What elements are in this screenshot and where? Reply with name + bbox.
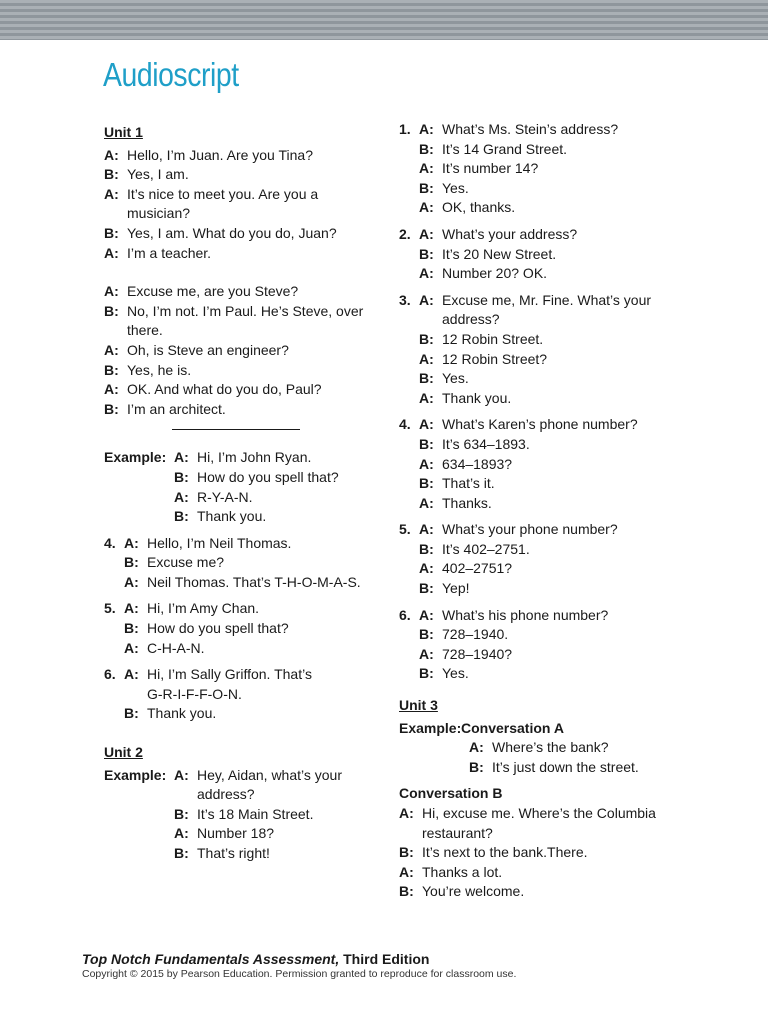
dialog-text: Number 18? (197, 825, 275, 842)
header-band (0, 0, 768, 40)
left-column (104, 120, 384, 871)
dialog-text: Yep! (442, 580, 470, 597)
dialog-text: It’s next to the bank.There. (422, 844, 588, 861)
dialog-text: Excuse me? (147, 554, 225, 571)
dialog-line (419, 645, 699, 665)
example-dialog-lines (174, 448, 384, 526)
speaker-label: A: (104, 146, 119, 163)
dialog-line (419, 198, 699, 218)
dialog-line (419, 474, 699, 494)
dialog-text: Thanks. (442, 494, 492, 511)
dialog-line (124, 573, 384, 593)
speaker-label: A: (174, 766, 189, 783)
numbered-items (399, 120, 699, 684)
dialog-line (104, 400, 384, 420)
dialog-text: Yes, I am. (127, 166, 189, 183)
dialog-text: What’s Ms. Stein’s address? (442, 121, 619, 137)
dialog-line (104, 224, 384, 244)
unit-2-heading: Unit 2 (104, 744, 143, 761)
footer-title-rest: Third Edition (339, 951, 430, 967)
item-row (399, 415, 699, 513)
dialog-text: Hi, I’m Sally Griffon. That’s (147, 666, 312, 683)
dialog-line (174, 488, 384, 508)
dialog-line (174, 844, 384, 864)
dialog (399, 804, 699, 902)
item-lines (419, 520, 699, 598)
speaker-label: A: (419, 121, 434, 137)
speaker-label: B: (124, 705, 139, 722)
page-title: Audioscript (103, 56, 239, 93)
speaker-label: B: (174, 508, 189, 525)
dialog-line (419, 606, 699, 626)
speaker-label: A: (104, 283, 119, 300)
speaker-label: A: (104, 244, 119, 261)
dialog (399, 738, 699, 777)
item-number: 4. (399, 416, 411, 433)
speaker-label: A: (419, 291, 434, 308)
speaker-label: A: (104, 341, 119, 358)
speaker-label: A: (124, 573, 139, 590)
dialog-line (419, 664, 699, 684)
dialog-text: Hey, Aidan, what’s your (197, 766, 343, 783)
dialog-text: It’s 634–1893. (442, 435, 530, 452)
dialog-line (419, 520, 699, 540)
dialog-line (419, 245, 699, 265)
footer-title-italic: Top Notch Fundamentals Assessment, (82, 951, 340, 967)
item-lines (124, 534, 384, 593)
dialog-line (419, 455, 699, 475)
example-label: Example: (104, 449, 167, 466)
speaker-label: A: (399, 863, 414, 880)
numbered-item (399, 520, 699, 598)
dialog-text: Hi, excuse me. Where’s the Columbia (422, 805, 656, 821)
dialog-text: C-H-A-N. (147, 639, 205, 656)
unit-3-heading: Unit 3 (399, 697, 438, 714)
item-number: 3. (399, 291, 411, 308)
numbered-item (399, 606, 699, 684)
dialog-text: Hello, I’m Juan. Are you Tina? (127, 146, 313, 163)
item-row (399, 520, 699, 598)
dialog-text: OK, thanks. (442, 199, 516, 216)
dialog-text: Thanks a lot. (422, 863, 503, 880)
dialog-line (419, 494, 699, 514)
item-row (399, 225, 699, 284)
speaker-label: A: (104, 185, 119, 202)
dialog-line (124, 599, 384, 619)
item-number: 6. (104, 666, 116, 683)
dialog-text: It’s 402–2751. (442, 540, 530, 557)
right-column (399, 120, 699, 909)
dialog-text: You’re welcome. (422, 883, 525, 900)
speaker-label: B: (399, 883, 414, 900)
dialog-text-continued: address? (442, 311, 500, 328)
dialog-text: It’s number 14? (442, 160, 539, 177)
speaker-label: B: (174, 805, 189, 822)
example-dialog (399, 719, 699, 778)
speaker-label: A: (174, 488, 189, 505)
item-lines (419, 606, 699, 684)
dialog-text: 634–1893? (442, 455, 513, 472)
speaker-label: A: (174, 449, 189, 466)
dialog-line (124, 665, 384, 685)
footer-title (82, 951, 516, 967)
speaker-label: B: (419, 540, 434, 557)
speaker-label: B: (419, 626, 434, 643)
dialog-line (104, 185, 384, 205)
example-dialog-lines (174, 766, 384, 864)
dialog-line (124, 639, 384, 659)
dialog-text: Neil Thomas. That’s T-H-O-M-A-S. (147, 573, 361, 590)
speaker-label: B: (174, 468, 189, 485)
speaker-label: B: (419, 665, 434, 682)
speaker-label: B: (104, 400, 119, 417)
numbered-item (399, 291, 699, 409)
numbered-item (104, 665, 384, 724)
dialog-line (419, 291, 699, 311)
dialog-text: Excuse me, are you Steve? (127, 283, 299, 300)
item-row (104, 534, 384, 593)
speaker-label: B: (104, 361, 119, 378)
dialog-text: How do you spell that? (197, 468, 339, 485)
item-number: 2. (399, 225, 411, 242)
dialog-text: It’s 18 Main Street. (197, 805, 314, 822)
dialog-line (174, 507, 384, 527)
dialog-line (104, 380, 384, 400)
dialog-line (399, 863, 699, 883)
dialog-text: It’s 14 Grand Street. (442, 140, 568, 157)
speaker-label: B: (419, 330, 434, 347)
item-lines (124, 665, 384, 724)
dialog-line (419, 369, 699, 389)
dialog-text: Thank you. (147, 705, 217, 722)
item-number: 5. (104, 600, 116, 617)
item-row (104, 665, 384, 724)
example-dialog (104, 448, 384, 526)
dialog-text: Excuse me, Mr. Fine. What’s your (442, 291, 652, 308)
dialog-text-continued: musician? (127, 205, 191, 222)
speaker-label: A: (419, 160, 434, 177)
speaker-label: A: (419, 560, 434, 577)
speaker-label: B: (124, 620, 139, 637)
dialog-line (124, 534, 384, 554)
dialog-text-continued: G-R-I-F-F-O-N. (147, 685, 242, 702)
speaker-label: A: (124, 639, 139, 656)
dialog-text: Hello, I’m Neil Thomas. (147, 534, 292, 551)
speaker-label: A: (419, 416, 434, 433)
dialog-text: That’s right! (197, 845, 270, 861)
item-row (104, 599, 384, 658)
dialog-line (104, 146, 384, 166)
speaker-label: A: (399, 805, 414, 821)
dialog-text-continued: restaurant? (422, 824, 493, 841)
example-block (104, 766, 384, 864)
dialog-text: It’s nice to meet you. Are you a (127, 185, 319, 202)
item-number: 5. (399, 521, 411, 538)
dialog-line (174, 824, 384, 844)
dialog-text: Number 20? OK. (442, 265, 548, 282)
footer-copyright: Copyright © 2015 by Pearson Education. Permission granted to reproduce for classroom use. (82, 968, 517, 980)
item-row (399, 291, 699, 409)
item-lines (419, 415, 699, 513)
dialog-text: Yes, I am. What do you do, Juan? (127, 224, 337, 241)
dialog-text: It’s 20 New Street. (442, 245, 557, 262)
divider-line (172, 429, 300, 430)
numbered-item (104, 534, 384, 593)
dialog-text-continued: there. (127, 322, 163, 339)
dialog-text: It’s just down the street. (492, 758, 639, 775)
speaker-label: A: (469, 739, 484, 756)
dialog-line (174, 805, 384, 825)
dialog-line (469, 758, 699, 778)
dialog-line (174, 448, 384, 468)
dialog-text: What’s Karen’s phone number? (442, 416, 638, 433)
speaker-label: A: (419, 225, 434, 242)
numbered-item (399, 225, 699, 284)
speaker-label: A: (124, 534, 139, 551)
dialog-text: Thank you. (197, 508, 267, 525)
example-label: Example: (104, 766, 167, 783)
speaker-label: B: (419, 179, 434, 196)
dialog-line (419, 120, 699, 140)
dialog-line (419, 415, 699, 435)
dialog-text: Oh, is Steve an engineer? (127, 341, 289, 358)
dialog-line (104, 244, 384, 264)
dialog-line (104, 341, 384, 361)
dialog-line (104, 302, 384, 322)
item-lines (419, 120, 699, 218)
item-number: 6. (399, 606, 411, 623)
speaker-label: B: (399, 844, 414, 861)
dialog-text: I’m a teacher. (127, 244, 212, 261)
speaker-label: A: (419, 455, 434, 472)
item-lines (419, 225, 699, 284)
dialog-text: R-Y-A-N. (197, 488, 253, 505)
dialog-text: 728–1940. (442, 626, 509, 643)
dialog-text: 402–2751? (442, 560, 513, 577)
conversation-a-label: Conversation A (461, 719, 564, 736)
dialog-line (419, 350, 699, 370)
dialog-line (174, 766, 384, 786)
dialog-line (399, 882, 699, 902)
dialog-line (104, 361, 384, 381)
dialog-text-continued: address? (197, 786, 255, 803)
speaker-label: A: (419, 494, 434, 511)
dialog-text: No, I’m not. I’m Paul. He’s Steve, over (127, 302, 364, 319)
dialog-line (399, 843, 699, 863)
dialog-line (419, 159, 699, 179)
speaker-label: A: (419, 350, 434, 367)
item-row (399, 120, 699, 218)
dialog-line (419, 435, 699, 455)
item-row (399, 606, 699, 684)
example-header (399, 719, 699, 739)
dialog-line (419, 389, 699, 409)
speaker-label: A: (419, 265, 434, 282)
item-number: 1. (399, 121, 411, 137)
footer (82, 951, 516, 980)
dialog-line (399, 804, 699, 824)
dialog-line (419, 625, 699, 645)
dialog-line (104, 282, 384, 302)
speaker-label: B: (124, 554, 139, 571)
speaker-label: A: (419, 606, 434, 623)
dialog-line (419, 140, 699, 160)
dialog-line (419, 330, 699, 350)
conversation-b-label: Conversation B (399, 785, 503, 802)
speaker-label: B: (469, 758, 484, 775)
example-first-line (104, 766, 384, 864)
item-lines (124, 599, 384, 658)
speaker-label: B: (419, 245, 434, 262)
speaker-label: A: (419, 645, 434, 662)
item-number: 4. (104, 534, 116, 551)
dialog-text: What’s your address? (442, 225, 578, 242)
numbered-item (104, 599, 384, 658)
dialog-text: Hi, I’m John Ryan. (197, 449, 312, 466)
speaker-label: A: (124, 600, 139, 617)
dialog-text: 728–1940? (442, 645, 513, 662)
dialog-text: Yes, he is. (127, 361, 192, 378)
dialog-text: Yes. (442, 179, 469, 196)
example-label: Example: (399, 719, 462, 736)
dialog-line (419, 579, 699, 599)
speaker-label: B: (174, 845, 189, 861)
dialog-text: How do you spell that? (147, 620, 289, 637)
dialog-text: 12 Robin Street. (442, 330, 544, 347)
dialog-text: What’s your phone number? (442, 521, 618, 538)
dialog-line (419, 264, 699, 284)
dialog-line (419, 559, 699, 579)
dialog-text: Thank you. (442, 389, 512, 406)
speaker-label: B: (104, 166, 119, 183)
speaker-label: B: (419, 475, 434, 492)
dialog-line (419, 225, 699, 245)
speaker-label: A: (419, 389, 434, 406)
dialog-text: That’s it. (442, 475, 495, 492)
dialog-line (124, 619, 384, 639)
dialog (104, 282, 384, 419)
speaker-label: B: (104, 302, 119, 319)
example-block (104, 448, 384, 526)
speaker-label: A: (419, 521, 434, 538)
speaker-label: B: (419, 370, 434, 387)
example-first-line (104, 448, 384, 526)
dialog-line (419, 179, 699, 199)
dialog-text: OK. And what do you do, Paul? (127, 381, 322, 398)
dialog-text: I’m an architect. (127, 400, 226, 417)
speaker-label: B: (419, 140, 434, 157)
numbered-item (399, 120, 699, 218)
dialog-line (124, 704, 384, 724)
speaker-label: B: (104, 224, 119, 241)
dialog-line (469, 738, 699, 758)
speaker-label: B: (419, 580, 434, 597)
speaker-label: A: (174, 825, 189, 842)
speaker-label: A: (124, 666, 139, 683)
dialog-line (104, 165, 384, 185)
dialog-line (419, 540, 699, 560)
unit-1-heading: Unit 1 (104, 124, 143, 140)
dialog (104, 146, 384, 264)
dialog-text: Yes. (442, 370, 469, 387)
speaker-label: B: (419, 435, 434, 452)
dialog-text: Yes. (442, 665, 469, 682)
dialog-line (174, 468, 384, 488)
item-lines (419, 291, 699, 409)
dialog-text: What’s his phone number? (442, 606, 609, 623)
speaker-label: A: (104, 381, 119, 398)
dialog-text: Where’s the bank? (492, 739, 609, 756)
dialog-line (124, 553, 384, 573)
dialog-text: Hi, I’m Amy Chan. (147, 600, 260, 617)
dialog-text: 12 Robin Street? (442, 350, 548, 367)
speaker-label: A: (419, 199, 434, 216)
numbered-item (399, 415, 699, 513)
example-dialog (104, 766, 384, 864)
